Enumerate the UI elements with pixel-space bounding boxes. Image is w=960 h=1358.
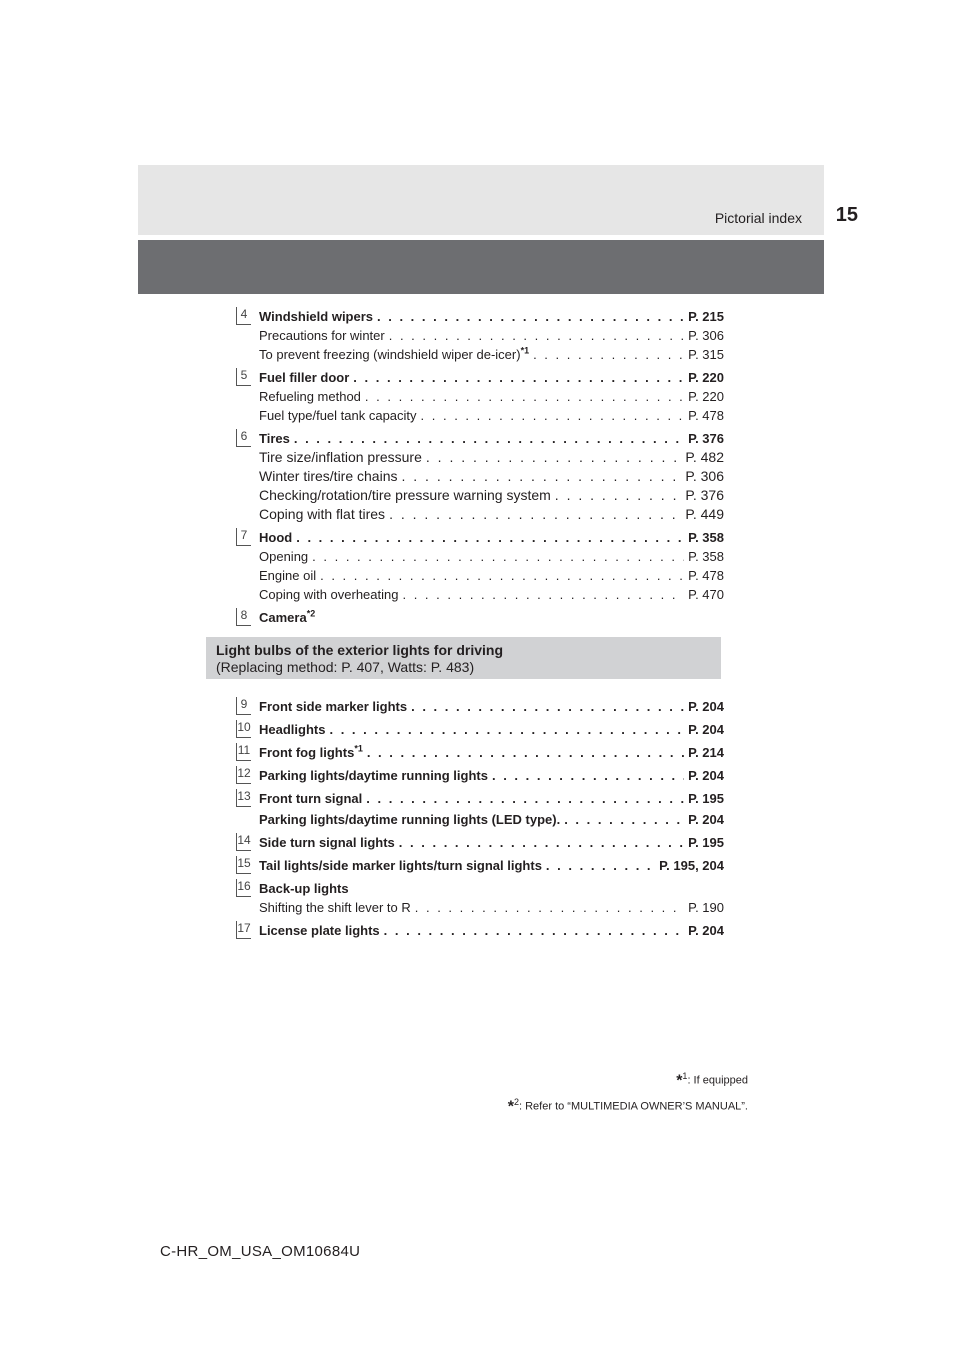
item-lines	[259, 608, 724, 627]
entry-label	[259, 879, 349, 898]
dot-leader	[365, 387, 684, 406]
item-number-marker: 14	[236, 833, 251, 851]
index-entry	[259, 608, 724, 627]
header-band	[138, 240, 824, 294]
item-number-marker: 7	[236, 528, 251, 546]
item-number-marker: 16	[236, 879, 251, 897]
index-subentry	[259, 566, 724, 585]
item-number-marker: 6	[236, 429, 251, 447]
entry-label-text: Engine oil	[259, 568, 317, 583]
entry-label	[259, 429, 290, 448]
entry-label	[259, 528, 292, 547]
footnote-ref: *1	[520, 345, 530, 356]
page-reference: P. 204	[688, 923, 724, 938]
index-entry	[259, 528, 724, 547]
index-subentry	[259, 547, 724, 566]
page-reference: P. 214	[688, 745, 724, 760]
index-entry	[259, 307, 724, 326]
entry-label	[259, 547, 308, 566]
page-reference: P. 482	[685, 449, 724, 465]
entry-label-text: Tire size/inflation pressure	[259, 449, 422, 465]
dot-leader	[555, 486, 682, 505]
footnote-mark: 1	[682, 1071, 688, 1081]
item-lines	[259, 833, 724, 852]
page-reference: P. 220	[688, 370, 724, 385]
entry-label-text: Fuel filler door	[259, 370, 350, 385]
index-subentry	[259, 898, 724, 917]
entry-label	[259, 566, 316, 585]
footnote-2	[508, 1092, 748, 1118]
page-reference: P. 204	[688, 812, 724, 827]
index-subentry	[259, 486, 724, 505]
page-reference: P. 215	[688, 309, 724, 324]
document-code: C-HR_OM_USA_OM10684U	[160, 1243, 361, 1260]
dot-leader	[401, 467, 681, 486]
entry-label-text: Side turn signal lights	[259, 835, 395, 850]
entry-label-text: Refueling method	[259, 389, 361, 404]
entry-label	[259, 898, 411, 917]
entry-label	[259, 766, 488, 785]
index-item	[236, 856, 724, 875]
dot-leader	[411, 697, 684, 716]
dot-leader	[366, 789, 684, 808]
entry-label	[259, 833, 395, 852]
page-reference: P. 306	[685, 468, 724, 484]
index-item	[236, 766, 724, 785]
entry-label-text: Parking lights/daytime running lights	[259, 768, 488, 783]
entry-label	[259, 307, 373, 326]
index-entry	[259, 833, 724, 852]
page-reference: P. 195	[688, 835, 724, 850]
footnote-ref: *2	[306, 608, 316, 619]
dot-leader	[367, 743, 684, 762]
entry-label	[259, 368, 349, 387]
entry-label-text: Checking/rotation/tire pressure warning system	[259, 487, 551, 503]
item-number-marker: 4	[236, 307, 251, 325]
light-bulbs-subtitle: (Replacing method: P. 407, Watts: P. 483)	[216, 659, 475, 675]
entry-label-text: Shifting the shift lever to R	[259, 900, 411, 915]
index-entry	[259, 789, 724, 808]
index-item	[236, 697, 724, 716]
entry-label	[259, 789, 362, 808]
entry-label	[259, 505, 385, 524]
item-lines	[259, 766, 724, 785]
dot-leader	[312, 547, 684, 566]
page-reference: P. 306	[688, 328, 724, 343]
dot-leader	[389, 505, 681, 524]
dot-leader	[320, 566, 684, 585]
item-lines	[259, 307, 724, 364]
dot-leader	[402, 585, 684, 604]
dot-leader	[492, 766, 684, 785]
page-reference: P. 376	[688, 431, 724, 446]
index-entry	[259, 743, 724, 762]
item-number-marker: 13	[236, 789, 251, 807]
item-number-marker: 15	[236, 856, 251, 874]
item-lines	[259, 429, 724, 524]
index-entry	[259, 879, 724, 898]
index-subentry	[259, 387, 724, 406]
item-lines	[259, 879, 724, 917]
page-reference: P. 358	[688, 549, 724, 564]
page-reference: P. 376	[685, 487, 724, 503]
index-items-group	[236, 307, 724, 627]
footnote-text: : If equipped	[687, 1074, 748, 1087]
entry-label	[259, 921, 380, 940]
index-subentry	[259, 448, 724, 467]
index-item	[236, 879, 724, 917]
page-reference: P. 315	[688, 347, 724, 362]
index-item	[236, 368, 724, 425]
entry-label-text: Coping with flat tires	[259, 506, 386, 522]
entry-label	[259, 326, 385, 345]
light-bulbs-title: Light bulbs of the exterior lights for driving	[216, 642, 503, 658]
item-number-marker: 10	[236, 720, 251, 738]
section-title: Pictorial index	[714, 210, 802, 226]
dot-leader	[415, 898, 684, 917]
footnote-1	[508, 1066, 748, 1092]
entry-label-text: Winter tires/tire chains	[259, 468, 398, 484]
entry-label	[259, 720, 325, 739]
item-number-marker: 8	[236, 608, 251, 626]
dot-leader	[384, 921, 684, 940]
entry-label-text: Front turn signal	[259, 791, 363, 806]
entry-label	[259, 697, 407, 716]
index-item	[236, 307, 724, 364]
dot-leader	[533, 345, 684, 364]
entry-label	[259, 448, 422, 467]
footnote-star: *	[676, 1072, 683, 1090]
footnote-mark: 2	[513, 1096, 519, 1107]
dot-leader	[399, 833, 684, 852]
page-reference: P. 470	[688, 587, 724, 602]
entry-label-text: License plate lights	[259, 923, 380, 938]
footnote-star: *	[507, 1098, 514, 1116]
dot-leader	[296, 528, 684, 547]
entry-label	[259, 467, 397, 486]
page-reference: P. 195, 204	[659, 858, 724, 873]
index-content	[216, 305, 724, 944]
page-number: 15	[835, 204, 858, 226]
entry-label	[259, 856, 542, 875]
index-entry	[259, 429, 724, 448]
item-number-marker: 9	[236, 697, 251, 715]
index-item	[236, 429, 724, 524]
item-lines	[259, 856, 724, 875]
item-lines	[259, 697, 724, 716]
index-entry	[259, 720, 724, 739]
page-reference: P. 358	[688, 530, 724, 545]
entry-label-text: Tires	[259, 431, 290, 446]
index-entry	[259, 810, 724, 829]
index-item	[236, 528, 724, 604]
dot-leader	[294, 429, 684, 448]
dot-leader	[353, 368, 684, 387]
entry-label-text: Headlights	[259, 722, 326, 737]
light-items-group	[236, 697, 724, 940]
footnotes	[508, 1066, 748, 1117]
index-entry	[259, 856, 724, 875]
index-item	[236, 789, 724, 829]
footnote-text: : Refer to “MULTIMEDIA OWNER’S MANUAL”.	[519, 1100, 748, 1113]
index-subentry	[259, 467, 724, 486]
entry-label-text: Windshield wipers	[259, 309, 374, 324]
entry-label-text: Hood	[259, 530, 293, 545]
dot-leader	[546, 856, 655, 875]
dot-leader	[426, 448, 681, 467]
index-subentry	[259, 326, 724, 345]
index-subentry	[259, 406, 724, 425]
light-bulbs-box	[206, 637, 721, 679]
footnote-ref: *1	[354, 743, 363, 754]
index-item	[236, 720, 724, 739]
dot-leader	[564, 810, 684, 829]
item-lines	[259, 789, 724, 829]
entry-label	[259, 810, 560, 829]
index-item	[236, 921, 724, 940]
item-number-marker: 5	[236, 368, 251, 386]
entry-label-text: Front fog lights	[259, 745, 355, 760]
index-item	[236, 743, 724, 762]
page-reference: P. 204	[688, 768, 724, 783]
item-lines	[259, 528, 724, 604]
entry-label-text: Parking lights/daytime running lights (LED type).	[259, 812, 561, 827]
entry-label	[259, 406, 417, 425]
dot-leader	[389, 326, 684, 345]
item-lines	[259, 720, 724, 739]
page-reference: P. 204	[688, 699, 724, 714]
page-reference: P. 449	[685, 506, 724, 522]
page-reference: P. 190	[688, 900, 724, 915]
index-item	[236, 608, 724, 627]
dot-leader	[329, 720, 684, 739]
index-subentry	[259, 345, 724, 364]
item-number-marker: 17	[236, 921, 251, 939]
item-lines	[259, 921, 724, 940]
page-reference: P. 478	[688, 568, 724, 583]
index-entry	[259, 921, 724, 940]
entry-label-text: Coping with overheating	[259, 587, 399, 602]
index-subentry	[259, 585, 724, 604]
entry-label	[259, 486, 551, 505]
dot-leader	[421, 406, 685, 425]
entry-label	[259, 345, 529, 364]
page-reference: P. 478	[688, 408, 724, 423]
entry-label-text: To prevent freezing (windshield wiper de-icer)	[259, 347, 521, 362]
page-reference: P. 220	[688, 389, 724, 404]
item-lines	[259, 743, 724, 762]
entry-label	[259, 585, 398, 604]
item-number-marker: 11	[236, 743, 251, 761]
entry-label-text: Opening	[259, 549, 309, 564]
entry-label-text: Precautions for winter	[259, 328, 385, 343]
entry-label-text: Fuel type/fuel tank capacity	[259, 408, 417, 423]
page-reference: P. 195	[688, 791, 724, 806]
item-lines	[259, 368, 724, 425]
dot-leader	[377, 307, 684, 326]
index-entry	[259, 368, 724, 387]
index-entry	[259, 697, 724, 716]
index-entry	[259, 766, 724, 785]
entry-label	[259, 608, 315, 627]
entry-label-text: Tail lights/side marker lights/turn signal lights	[259, 858, 542, 873]
entry-label-text: Front side marker lights	[259, 699, 408, 714]
index-subentry	[259, 505, 724, 524]
entry-label-text: Camera	[259, 610, 307, 625]
item-number-marker: 12	[236, 766, 251, 784]
entry-label	[259, 387, 361, 406]
index-item	[236, 833, 724, 852]
entry-label-text: Back-up lights	[259, 881, 349, 896]
page-reference: P. 204	[688, 722, 724, 737]
entry-label	[259, 743, 363, 762]
